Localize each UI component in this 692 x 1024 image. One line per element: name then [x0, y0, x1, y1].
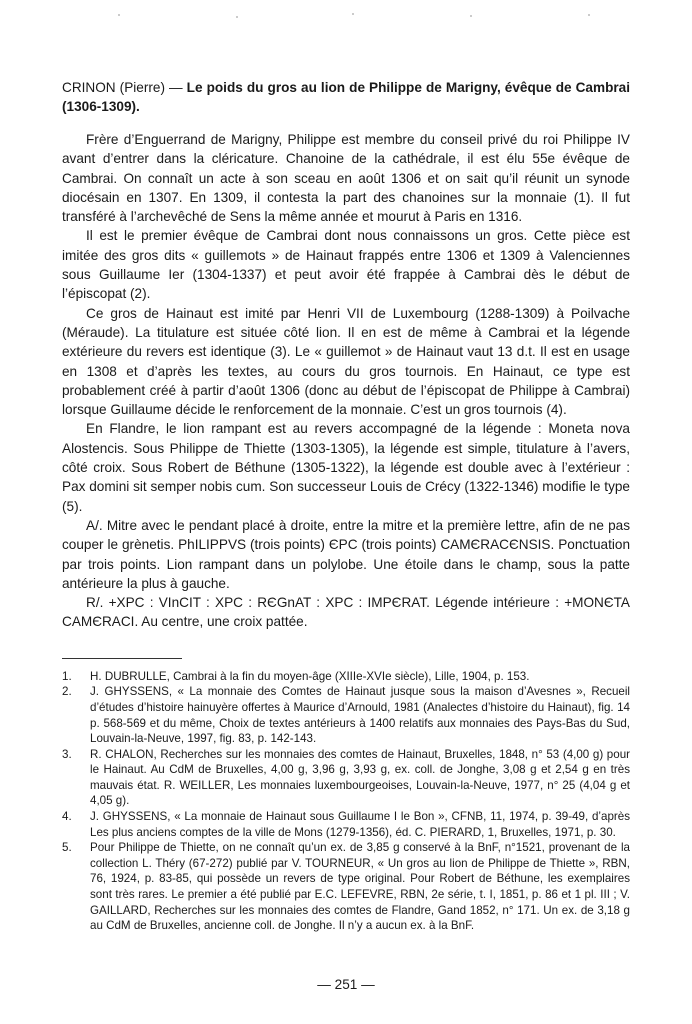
footnotes [62, 669, 630, 934]
footnote-number: 1. [62, 669, 72, 683]
footnote-text: J. GHYSSENS, « La monnaie des Comtes de Hainaut jusque sous la maison d’Avesnes », Recueil d’études d’histoire hainuyère offertes à Maurice d’Arnould, 1981 (Analectes d’histoire du Hainaut), fig. 14 p. 568-569 et du même, Choix de textes antérieurs à 1400 relatifs aux monnaies des Pays-Bas du Sud, Louvain-la-Neuve, 1997, fig. 83, p. 142-143. [90, 685, 630, 746]
paragraph: A/. Mitre avec le pendant placé à droite, entre la mitre et la première lettre, afin de ne pas couper le grènetis. PhILIPPVS (trois points) ЄPC (trois points) CAMЄRACЄNSIS. Ponctuation par trois points. Lion rampant dans un polylobe. Une étoile dans le champ, sous la patte antérieure la plus à gauche. [62, 517, 630, 591]
footnote-number: 2. [62, 685, 72, 699]
footnote-number: 3. [62, 747, 72, 761]
footnote [62, 747, 630, 809]
paragraph: Il est le premier évêque de Cambrai dont nous connaissons un gros. Cette pièce est imitée des gros dits « guillemots » de Hainaut frappés entre 1306 et 1309 à Valenciennes sous Guillaume Ier (1304-1337) et peut avoir été frappée à Cambrai dès le début de l’épiscopat (2). [62, 228, 630, 302]
footnote-text: J. GHYSSENS, « La monnaie de Hainaut sous Guillaume I le Bon », CFNB, 11, 1974, p. 39-49, d’après Les plus anciens comptes de la ville de Mons (1279-1356), éd. C. PIERARD, 1, Bruxelles, 1971, p. 30. [90, 810, 630, 839]
article-heading [62, 78, 630, 116]
footnote-number: 4. [62, 810, 72, 824]
article-author: CRINON (Pierre) — [62, 80, 187, 95]
footnote [62, 684, 630, 746]
scan-speck [470, 15, 472, 17]
scan-speck [236, 16, 238, 18]
footnote-separator [62, 658, 182, 659]
paragraph: Ce gros de Hainaut est imité par Henri VII de Luxembourg (1288-1309) à Poilvache (Méraude). La titulature est située côté lion. Il en est de même à Cambrai et la légende extérieure du revers est identique (3). Le « guillemot » de Hainaut vaut 13 d.t. Il est en usage en 1308 et d’après les textes, au cours du gros tournois. En Hainaut, ce type est probablement créé à partir d’août 1306 (donc au début de l’épiscopat de Philippe à Cambrai) lorsque Guillaume décide le renforcement de la monnaie. C’est un gros tournois (4). [62, 305, 630, 418]
paragraph: R/. +XPC : VInCIT : XPC : RЄGnAT : XPC : IMPЄRAT. Légende intérieure : +MONЄTA CAMЄRACI. Au centre, une croix pattée. [62, 595, 630, 630]
article-body [62, 130, 630, 632]
footnote [62, 809, 630, 840]
paragraph: Frère d’Enguerrand de Marigny, Philippe est membre du conseil privé du roi Philippe IV avant d’entrer dans la cléricature. Chanoine de la cathédrale, il est élu 55e évêque de Cambrai. On connaît un acte à son sceau en août 1306 et on sait qu’il réunit un synode diocésain en 1307. En 1309, il contesta la part des chanoines sur la monnaie (1). Il fut transféré à l’archevêché de Sens la même année et mourut à Paris en 1316. [62, 132, 630, 225]
scan-speck [352, 13, 354, 15]
footnote [62, 669, 630, 685]
footnote-text: R. CHALON, Recherches sur les monnaies des comtes de Hainaut, Bruxelles, 1848, n° 53 (4,00 g) pour le Hainaut. Au CdM de Bruxelles, 4,00 g, 3,96 g, 3,93 g, ex. coll. de Jonghe, 3,08 g et 2,54 g en très mauvais état. R. WEILLER, Les monnaies luxembourgeoises, Louvain-la-Neuve, 1977, n° 25 (4,04 g et 4,05 g). [90, 747, 630, 808]
scan-speck [588, 14, 590, 16]
footnote [62, 840, 630, 934]
article-title: Le poids du gros au lion de Philippe de Marigny, évêque de Cambrai (1306-1309). [62, 80, 630, 114]
footnote-text: Pour Philippe de Thiette, on ne connaît qu’un ex. de 3,85 g conservé à la BnF, n°1521, provenant de la collection L. Théry (67-272) publié par V. TOURNEUR, « Un gros au lion de Philippe de Thiette », RBN, 76, 1924, p. 83-85, qui possède un revers de type original. Pour Robert de Béthune, les exemplaires sont très rares. Le premier a été publié par E.C. LEFEVRE, RBN, 2e série, t. I, 1851, p. 86 et 1 pl. III ; V. GAILLARD, Recherches sur les monnaies des comtes de Flandre, Gand 1852, n° 171. Un ex. de 3,18 g au CdM de Bruxelles, ancienne coll. de Jonghe. Il n’y a aucun ex. à la BnF. [90, 841, 630, 933]
footnote-text: H. DUBRULLE, Cambrai à la fin du moyen-âge (XIIIe-XVIe siècle), Lille, 1904, p. 153. [90, 669, 530, 683]
page-number: — 251 — [317, 977, 375, 992]
page-content [62, 78, 630, 934]
scan-speck [118, 14, 120, 16]
footnote-number: 5. [62, 841, 72, 855]
paragraph: En Flandre, le lion rampant est au revers accompagné de la légende : Moneta nova Alostencis. Sous Philippe de Thiette (1303-1305), la légende est simple, titulature à l’avers, côté croix. Sous Robert de Béthune (1305-1322), la légende est double avec à l’extérieur : Pax domini sit semper nobis cum. Son successeur Louis de Crécy (1322-1346) modifie le type (5). [62, 421, 630, 514]
